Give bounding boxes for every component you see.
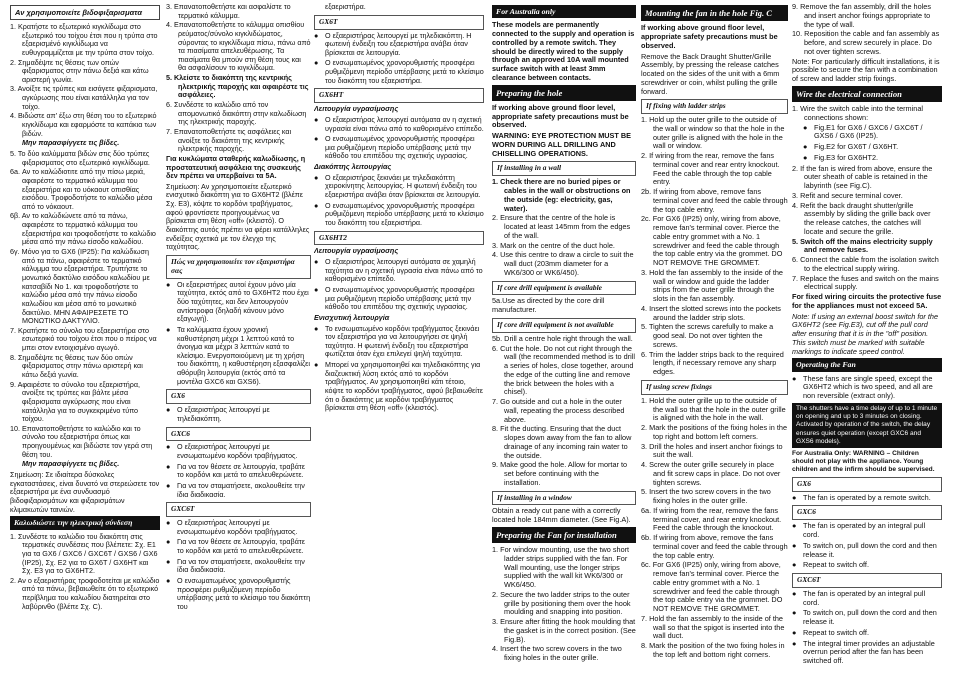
model-label: GXC6T (166, 502, 311, 517)
subsection-no-core-drill: If core drill equipment is not available (492, 318, 636, 333)
step-item: 5. Insert the two screw covers in the two fixing holes in the outer grille. (641, 487, 771, 506)
step-item: 6c. For GX6 (IP25) only, wiring from above, remove fan's terminal cover. Pierce the cable entry grommet with a No. 1 screwdriver and feed the cable through the top cable entry via the grommet. DO NOT REMOVE THE GROMMET. (641, 560, 783, 614)
step-item: 1. Hold up the outer grille to the outside of the wall or window so that the hole in the outer grille is aligned with the hole in the wall or window. (641, 115, 785, 151)
column-greek-1 (10, 3, 160, 673)
bullet-item: ● Για να τον θέσετε σε λειτουργία, τραβάτε το κορδόνι και μετά το απελευθερώνετε. (166, 537, 305, 556)
mounting-text: Remove the Back Draught Shutter/Grille Assembly, by pressing the release catches located on the sides of the unit with a 6mm screwdriver or coin, whilst pulling the grille forward. (641, 51, 780, 96)
step-item: 2. Αν ο εξαεριστήρας τροφοδοτείται με καλώδιο από τα πάνω, βεβαιωθείτε ότι το εξωτερικό περίβλημα του καλωδίου διατηρείται στο λαβύρινθο (βλέπε Σχ. C). (10, 575, 160, 611)
step-item: 2. If the fan is wired from above, ensure the outer sheath of cable is retained in the labyrinth (see Fig.C). (792, 163, 933, 191)
mode-label: Λειτουργία υγρασίμοσης (314, 104, 399, 114)
step-item: 6a. If wiring from the rear, remove the fans terminal cover, and rear entry knockout. Feed the cable through the knockout. (641, 505, 782, 533)
bullet-item: ● Ο εξαεριστήρας λειτουργεί με τηλεδιακόπτη. (166, 405, 270, 423)
model-label: GX6T (314, 15, 484, 30)
model-label: GXC6 (792, 505, 942, 520)
core-drill-text: 5a.Use as directed by the core drill manufacturer. (492, 296, 605, 315)
step-item: 7. Go outside and cut a hole in the outer wall, repeating the process described above. (492, 397, 625, 424)
step-item: 9. Make good the hole. Allow for mortar to set before continuing with the installation. (492, 460, 628, 487)
step-item: 5. Switch off the mains electricity supply and remove fuses. (792, 236, 933, 255)
bullet-item: ● Fig.E2 for GX6T / GX6HT. (803, 142, 899, 152)
step-item: 6. Συνδέστε το καλώδιο από τον απομονωτικό διακόπτη στην καλωδίωση της ηλεκτρικής παροχής. (166, 100, 307, 127)
warning-text: Μην παρασφίγγετε τις βίδες. (22, 138, 120, 148)
bullet-item: ● Ο ενσωματωμένος χρονορυθμιστής προσφέρει ρυθμιζόμενη περίοδο υπέρβασης μετά το κλείσιμο του διακόπτη του (166, 575, 311, 611)
bullet-item: ● Fig.E3 for GX6HT2. (803, 152, 879, 162)
step-item: 5b. Drill a centre hole right through the wall. (492, 333, 633, 343)
subsection-ladder-strips: If fixing with ladder strips (641, 99, 788, 114)
bullet-item: ● Ο εξαεριστήρας λειτουργεί με τηλεδιακόπτη. Η φωτεινή ένδειξη του εξαεριστήρα ανάβει όταν βρίσκεται σε λειτουργία. (314, 30, 472, 57)
step-item: 2. Ensure that the centre of the hole is located at least 145mm from the edges of the wall. (492, 213, 631, 240)
step-item: 8. Mark the position of the two fixing holes in the top left and bottom right corners. (641, 641, 785, 659)
bullet-item: ● The fan is operated by an integral pull cord. (792, 521, 926, 540)
section-header-mounting: Mounting the fan in the hole Fig. C (641, 5, 788, 21)
note-text: Σημείωση: Σε ιδιαίτερα δύσκολες εγκαταστάσεις, είναι δυνατό να στερεώσετε τον εξαεριστήρα με ένα συνδυασμό βιδοφιξαρισμάτων και φιξαρισμάτων κλιμακωτών ταινιών. (10, 470, 160, 514)
bullet-item: ● Ο εξαεριστήρας λειτουργεί αυτόματα σε χαμηλή ταχύτητα αν η σχετική υγρασία είναι πάνω από το καθορισμένο επίπεδο. (314, 257, 483, 284)
window-text: Obtain a ready cut pane with a correctly located hole 184mm diameter. (See Fig.A). (492, 506, 631, 525)
step-item: 7. Hold the fan assembly to the inside of the wall so that the spigot is inserted into the wall duct. (641, 613, 785, 641)
safety-warning: If working above ground floor level, appropriate safety precautions must be observed. (641, 23, 778, 50)
bullet-item: ● Ο εξαεριστήρας λειτουργεί με ενσωματωμένο κορδόνι τραβήγματος. (166, 518, 298, 536)
step-item: 6. Trim the ladder strips back to the required length, if necessary remove any sharp edges. (641, 349, 784, 377)
model-label: GX6 (792, 477, 942, 492)
step-item: 5. Κλείστε το διακόπτη της κεντρικής ηλεκτρικής παροχής και αφαιρέστε τις ασφάλειες. (166, 73, 309, 100)
step-item: 4. Refit the back draught shutter/grille assembly by sliding the grille back over the release catches, the catches will locate and secure the grille. (792, 200, 931, 236)
column-english-1 (492, 3, 636, 673)
step-item: 3. Επανατοποθετήστε και ασφαλίστε το τερματικό κάλυμμα. (166, 3, 291, 20)
bullet-item: ● Τα καλύμματα έχουν χρονική καθυστέρηση μέχρι 1 λεπτού κατά το άνοιγμα και μέχρι 3 λεπτών κατά το κλείσιμο. Ενεργοποιούμενη με τη χρήση του διακόπτη, η καθυστέρηση εξασφαλίζει αθόρυβη λειτουργία (εκτός από τα μοντέλα GXC6 και GXS6). (166, 324, 310, 386)
step-item: 1. Wire the switch cable into the terminal connections shown: (792, 104, 923, 122)
step-item: 6β. Αν το καλώδιώνετε από τα πάνω, αφαιρέστε το τερματικό κάλυμμα του εξαεριστήρα και τροφοδοτήστε το καλώδιο μέσα από την πάνω είσοδο καλωδίου. (10, 211, 156, 247)
step-item: 2. If wiring from the rear, remove the fans terminal cover and rear entry knockout. Feed the cable through the top cable entry. (641, 151, 780, 187)
bullet-item: ● The fan is operated by an integral pull cord. (792, 588, 926, 607)
step-item: 5. Το δύο καλύμματα βιδών στις δύο τρύπες φιξαρισματος στο εξωτερικό κιγκλίδωμα. (10, 148, 150, 167)
section-header-wiring-gr: Καλωδιώστε την ηλεκτρική σύνδεση (10, 516, 160, 529)
australia-text: These models are permanently connected to the supply and operation is controlled by a remote switch. They should be directly wired to the supply through an approved 10A wall mounted surface switch with at least 3mm clearance between contacts. (492, 20, 635, 82)
note-text: Note: For particularly difficult installations, it is possible to secure the fan with a combination of screw and ladder strip fixings. (792, 56, 940, 83)
model-label: GX6HT2 (314, 231, 484, 246)
step-item: 2. Mark the positions of the fixing holes in the top right and bottom left corners. (641, 423, 788, 441)
bullet-item: ● Μπορεί να χρησιμοποιηθεί και τηλεδιακόπτης για διαζευκτική λύση εκτός από το κορδόνι τραβήγματος. Αν χρησιμοποιηθεί κάτι τέτοιο, κόψτε το κορδόνι τραβήγματος, αφού βεβαιωθείτε ότι ο διακόπτης με κορδόνι τραβήγματος βρίσκεται στη θέση «off» (κλειστός). (314, 360, 483, 413)
step-item: 8. Σημαδέψτε τις θέσεις των δύο οπών φιξαρισματος στην πάνω αριστερή και κάτω δεξιά γωνία. (10, 352, 143, 379)
section-header-screw-fixings-gr: Αν χρησιμοποιείτε βιδοφιξαρισματα (10, 5, 160, 20)
column-greek-2 (166, 3, 311, 673)
step-item: 3. Refit and secure terminal cover. (792, 190, 903, 200)
australia-warning: For Australia Only: WARNING – Children should not play with the appliance. Young children and the infirm should be supervised. (792, 450, 935, 473)
section-header-wire-electrical: Wire the electrical connection (792, 86, 942, 102)
step-item: 10. Επανατοποθετήστε το καλώδιο και το σύνολο του εξαεριστήρα όπως και προηγουμένως και βιδώστε τον γερά στη θέση του. (10, 423, 153, 459)
subsection-core-drill: If core drill equipment is available (492, 281, 636, 296)
step-item: 2b. If wiring from above, remove fans terminal cover and feed the cable through the top cable entry. (641, 187, 788, 214)
subsection-window: If installing in a window (492, 491, 636, 506)
fixed-wiring-warning: For fixed wiring circuits the protective fuse for the appliances must not exceed 5A. (792, 292, 942, 310)
bullet-item: ● Οι εξαεριστήρες αυτοί έχουν μόνο μία ταχύτητα, εκτός από το GX6HT2 που έχει δύο ταχύτητες, και δεν λειτουργούν αντίστροφα (δηλαδή κάνουν μόνο εξαγωγή). (166, 279, 309, 324)
step-item: 3. Ανοίξτε τις τρύπες και εισάγετε φιξαρισματα, αγκύρωσης που είναι κατάλληλα για τον τοίχο. (10, 84, 158, 111)
fixed-wiring-warning: Για κυκλώματα σταθερής καλωδίωσης, η προστατευτική ασφάλεια της συσκευής δεν πρέπει να υπερβαίνει τα 5Α. (166, 153, 306, 181)
bullet-item: ● Repeat to switch off. (792, 627, 869, 637)
bullet-item: ● Ο ενσωματωμένος χρονορυθμιστής προσφέρει μια ρυθμιζόμενη περίοδο υπέρβασης μετά την κάθοδο του επιπέδου της σχετικής υγρασίας. (314, 134, 475, 161)
step-item: 3. Drill the holes and insert anchor fixings to suit the wall. (641, 441, 783, 460)
bullet-item: ● Ο εξαεριστήρας λειτουργεί με ενσωματωμένο κορδόνι τραβήγματος. (166, 442, 298, 461)
step-item: 1. Hold the outer grille up to the outside of the wall so that the hole in the outer grille is aligned with the hole in the wall. (641, 395, 786, 423)
step-item: 4. Insert the two screw covers in the two fixing holes in the outer grille. (492, 644, 622, 663)
step-item: 7. Επανατοποθετήστε τις ασφάλειες και ανοίξτε το διακόπτη της κεντρικής ηλεκτρικής παροχής. (166, 126, 292, 154)
step-item: 4. Screw the outer grille securely in place and fit screw caps in place. Do not over tighten screws. (641, 460, 781, 487)
bullet-item: ● Ο ενσωματωμένος χρονορυθμιστής προσφέρει ρυθμιζόμενη περίοδο υπέρβασης μετά το κλείσιμο του διακόπτη του εξαεριστήρα. (314, 200, 484, 227)
bullet-item: ● Ο εξαεριστήρας λειτουργεί αυτόματα αν η σχετική υγρασία είναι πάνω από το καθορισμένο επίπεδο. (314, 114, 484, 133)
shutter-delay-note: The shutters have a time delay of up to 1 minute on opening and up to 3 minutes on closing. Activated by operation of the switch, the delay ensures quiet operation (except GXC6 and GXS6 models). (792, 403, 942, 448)
section-header-preparing-fan: Preparing the Fan for installation (492, 527, 636, 543)
bullet-item: ● Repeat to switch off. (792, 560, 869, 570)
step-item: 6γ. Μόνο για το GX6 (IP25): Για καλώδιωση από τα πάνω, αφαιρέστε το τερματικό κάλυμμα του εξαεριστήρα. Τρυπήστε το μονωτικό δακτύλιο εισόδου καλωδίου με κατσαβίδι No 1. και τροφοδοτήστε το καλώδιο μέσα από την πάνω είσοδο καλωδίου και μέσα από το μονωτικό δακτύλιο. ΜΗΝ ΑΦΑΙΡΕΣΕΤΕ ΤΟ ΜΟΝΩΤΙΚΟ ΔΑΚΤΥΛΙΟ. (10, 247, 150, 326)
bullet-item: ● To switch on, pull down the cord and then release it. (792, 540, 937, 559)
mode-label: Διακόπτης λειτουργίας (314, 162, 392, 172)
column-english-3 (792, 3, 942, 673)
step-item: 6a. Αν το καλώδιοτιτε από την πίσω μεριά, αφαιρέστε το τερματικό κάλυμμα του εξαεριστήρα και το υόκαουτ οπισθίας εισόδου. Τροφοδοτήστε το καλώδιο μέσα από το νόκαουτ. (10, 167, 153, 211)
step-item: 4. Use this centre to draw a circle to suit the wall duct (203mm diameter for a WK6/300 or WK6/450). (492, 250, 634, 277)
continued-text: εξαεριστήρα. (325, 3, 366, 11)
section-header-australia: For Australia only (492, 5, 636, 18)
step-item: 1. Συνδέστε το καλώδιο του διακόπτη στις τερματικές συνδέσεις που βλέπετε: Σχ. Ε1 για τα GX6 / GXC6 / GXC6T / GXS6 / GX6 (IP25), Σχ. Ε2 για το GX6T / GX6HT και Σχ. Ε3 για το GX6HT2. (10, 531, 158, 576)
bullet-item: ● Για να τον σταματήσετε, ακολουθείτε την ίδια διαδικασία. (166, 556, 305, 575)
step-item: 2c. For GX6 (IP25) only, wiring from above, remove fan's terminal cover. Pierce the cable entry grommet with a No. 1 screwdriver and feed the cable through the top cable entry via the grommet. DO NOT REMOVE THE GROMMET. (641, 214, 783, 268)
step-item: 6. Cut the hole. Do not cut right through the wall (the recommended method is to drill a series of holes, close together, around the edge of the cutting line and remove the brick between the holes with a chisel). (492, 343, 635, 397)
step-item: 8. Fit the ducting. Ensuring that the duct slopes down away from the fan to allow drainage of any incoming rain water to the outside. (492, 424, 632, 460)
column-english-2 (641, 3, 788, 673)
step-item: 9. Αφαιρέστε το σύνολο του εξαεριστήρα, ανοίξτε τις τρύπες και βάλτε μέσα φιξαρισματα αγκύρωσης που είναι κατάλληλα για το συγκεκριμένο τύπο τοίχου. (10, 379, 141, 424)
bullet-item: ● To switch on, pull down the cord and then release it. (792, 608, 937, 627)
subsection-wall: If installing in a wall (492, 161, 636, 176)
step-item: 3. Ensure after fitting the hook moulding that the gasket is in the correct position. (See Fig.B). (492, 617, 636, 644)
step-item: 4. Επανατοποθετήστε το κάλυμμα οπισθίου ρεύματος/σύνολο κιγκλιδώματος, σύροντας το κιγκλίδωμα πίσω, πάνω από τα πιασίματα απελευθέρωσης. Τα πιασίματα θα μπούν στη θέση τους και θα ασφαλίσουν το κιγκλίδωμα. (166, 20, 311, 73)
bullet-item: ● Για να τον θέσετε σε λειτουργία, τραβάτε το κορδόνι και μετά το απελευθερώνετε. (166, 461, 305, 480)
step-item: 5. Tighten the screws carefully to make a good seal. Do not over tighten the screws. (641, 322, 774, 349)
step-item: 4. Insert the slotted screws into the pockets around the ladder strip slots. (641, 303, 781, 322)
step-item: 6b. If wiring from above, remove the fans terminal cover and feed the cable through the top cable entry. (641, 533, 788, 560)
step-item: 3. Mark on the centre of the duct hole. (492, 240, 615, 250)
model-label: GXC6 (166, 427, 311, 442)
subsection-operating-gr: Πώς να χρησιμοποιείτε τον εξαεριστήρα σας (166, 255, 311, 279)
step-item: 2. Σημαδέψτε τις θέσεις των οπών φιξαρισματος στην πάνω δεξιά και κάτω αριστερή γωνία. (10, 57, 149, 84)
subsection-screw-fixings: If using screw fixings (641, 380, 788, 395)
step-item: 7. Replace the fuses and switch on the mains electrical supply. (792, 273, 939, 292)
step-item: 1. Check there are no buried pipes or cables in the wall or obstructions on the outside (eg: electricity, gas, water). (492, 177, 631, 213)
mode-label: Ενισχυτική λειτουργία (314, 312, 390, 322)
mode-label: Λειτουργία υγρασίμοσης (314, 246, 399, 256)
bullet-item: ● Ο ενσωματωμένος χρονορυθμιστής προσφέρει ρυθμιζόμενη περίοδο υπέρβασης μετά το κλείσιμο του διακόπτη του εξαεριστήρα. (314, 58, 484, 85)
warning-text: Μην παρασφίγγετε τις βίδες. (22, 459, 120, 469)
step-item: 1. For window mounting, use the two short ladder strips supplied with the fan. For Wall mounting, use the longer strips supplied with the wall kit WK6/300 or WK6/450. (492, 545, 630, 590)
bullet-item: ● Ο εξαεριστήρας ξεκινάει με τηλεδιακόπτη χειροκίνητης λειτουργίας. Η φωτεινή ένδειξη του εξαεριστήρα ανάβει όταν βρίσκεται σε λειτουργία. (314, 172, 481, 199)
step-item: 9. Remove the fan assembly, drill the holes and insert anchor fixings appropriate to the type of wall. (792, 3, 931, 29)
model-label: GXC6T (792, 573, 942, 588)
step-item: 1. Κρατήστε το εξωτερικό κιγκλίδωμα στο εξωτερικό του τοίχου έτσι που η τρύπα στο εξαερισμένό κιγκλίδωμα να ευθυγραμμίζεται με την τρύπα στον τοίχο. (10, 22, 158, 57)
note-text: Σημείωση: Αν χρησιμοποιείτε εξωτερικό ενισχυτικό διακόπτη για το GX6HT2 (βλέπε Σχ. E3), κόψτε το κορδόνι τραβήγματος, αφού φροντίσετε προηγουμένως να βρίσκεται στη θέση «off» (κλειστό). Ο διακόπτης αυτός πρέπει να φέρει κατάλληλες ενδείξεις σχετικά με τον έλεγχο της ταχύτητας. (166, 181, 310, 252)
eye-protection-warning: WARNING: EYE PROTECTION MUST BE WORN DURING ALL DRILLING AND CHISELLING OPERATIONS. (492, 131, 632, 158)
step-item: 6. Connect the cable from the isolation switch to the electrical supply wiring. (792, 255, 939, 273)
safety-warning: If working above ground floor level, appropriate safety precautions must be observed. (492, 102, 629, 130)
bullet-item: ● Το ενσωματωμένο κορδόνι τραβήγματος ξεκινάει τον εξαεριστήρα για να λειτουργήσει σε ψηλή ταχύτητα. Η φωτεινή ένδειξη του εξαεριστήρα φωτίζεται όταν έχει επιλεγεί ψηλή ταχύτητα. (314, 323, 480, 359)
bullet-item: ● Fig.E1 for GX6 / GXC6 / GXC6T / GXS6 / GX6 (IP25). (803, 122, 923, 141)
step-item: 7. Κρατήστε το σύνολο του εξαεριστήρα στο εσωτερικό του τοίχου έτσι που ο πείρος να μπει στον εντοιχισμένο αγωγό. (10, 325, 157, 353)
step-item: 10. Reposition the cable and fan assembly as before, and screw securely in place. Do not over tighten screws. (792, 29, 940, 56)
section-header-operating: Operating the Fan (792, 358, 942, 371)
bullet-item: ● Ο ενσωματωμένος χρονορυθμιστής προσφέρει μια ρυθμιζόμενη περίοδο υπέρβασης μετά την κάθοδο του επιπέδου της σχετικής υγρασίας. (314, 285, 475, 312)
bullet-item: ● The fan is operated by a remote switch. (792, 492, 931, 502)
model-label: GX6 (166, 389, 311, 404)
bullet-item: ● The integral timer provides an adjustable overrun period after the fan has been switched off. (792, 638, 935, 666)
note-text: Note: If using an external boost switch for the GX6HT2 (see Fig.E3), cut off the pull cord after ensuring that it is in the "off" position. This switch must be marked with suitable markings to indicate speed control. (792, 311, 939, 356)
model-label: GX6HT (314, 88, 484, 103)
bullet-item: ● Για να τον σταματήσετε, ακολουθείτε την ίδια διαδικασία. (166, 480, 305, 499)
bullet-item: ● These fans are single speed, except the GX6HT2 which is two speed, and all are non reversible (extract only). (792, 373, 933, 401)
column-greek-3 (314, 3, 484, 673)
step-item: 4. Βιδώστε απ' έξω στη θέση του το εξωτερικό κιγκλίδωμα και εφαρμόστε τα καπάκια των βιδών. (10, 111, 157, 138)
step-item: 3. Hold the fan assembly to the inside of the wall or window and guide the ladder strips from the outer grille through the slots in the fan assembly. (641, 267, 783, 304)
step-item: 2. Secure the two ladder strips to the outer grille by positioning them over the hook moulding and snapping into position. (492, 589, 631, 617)
section-header-preparing-hole: Preparing the hole (492, 85, 636, 101)
